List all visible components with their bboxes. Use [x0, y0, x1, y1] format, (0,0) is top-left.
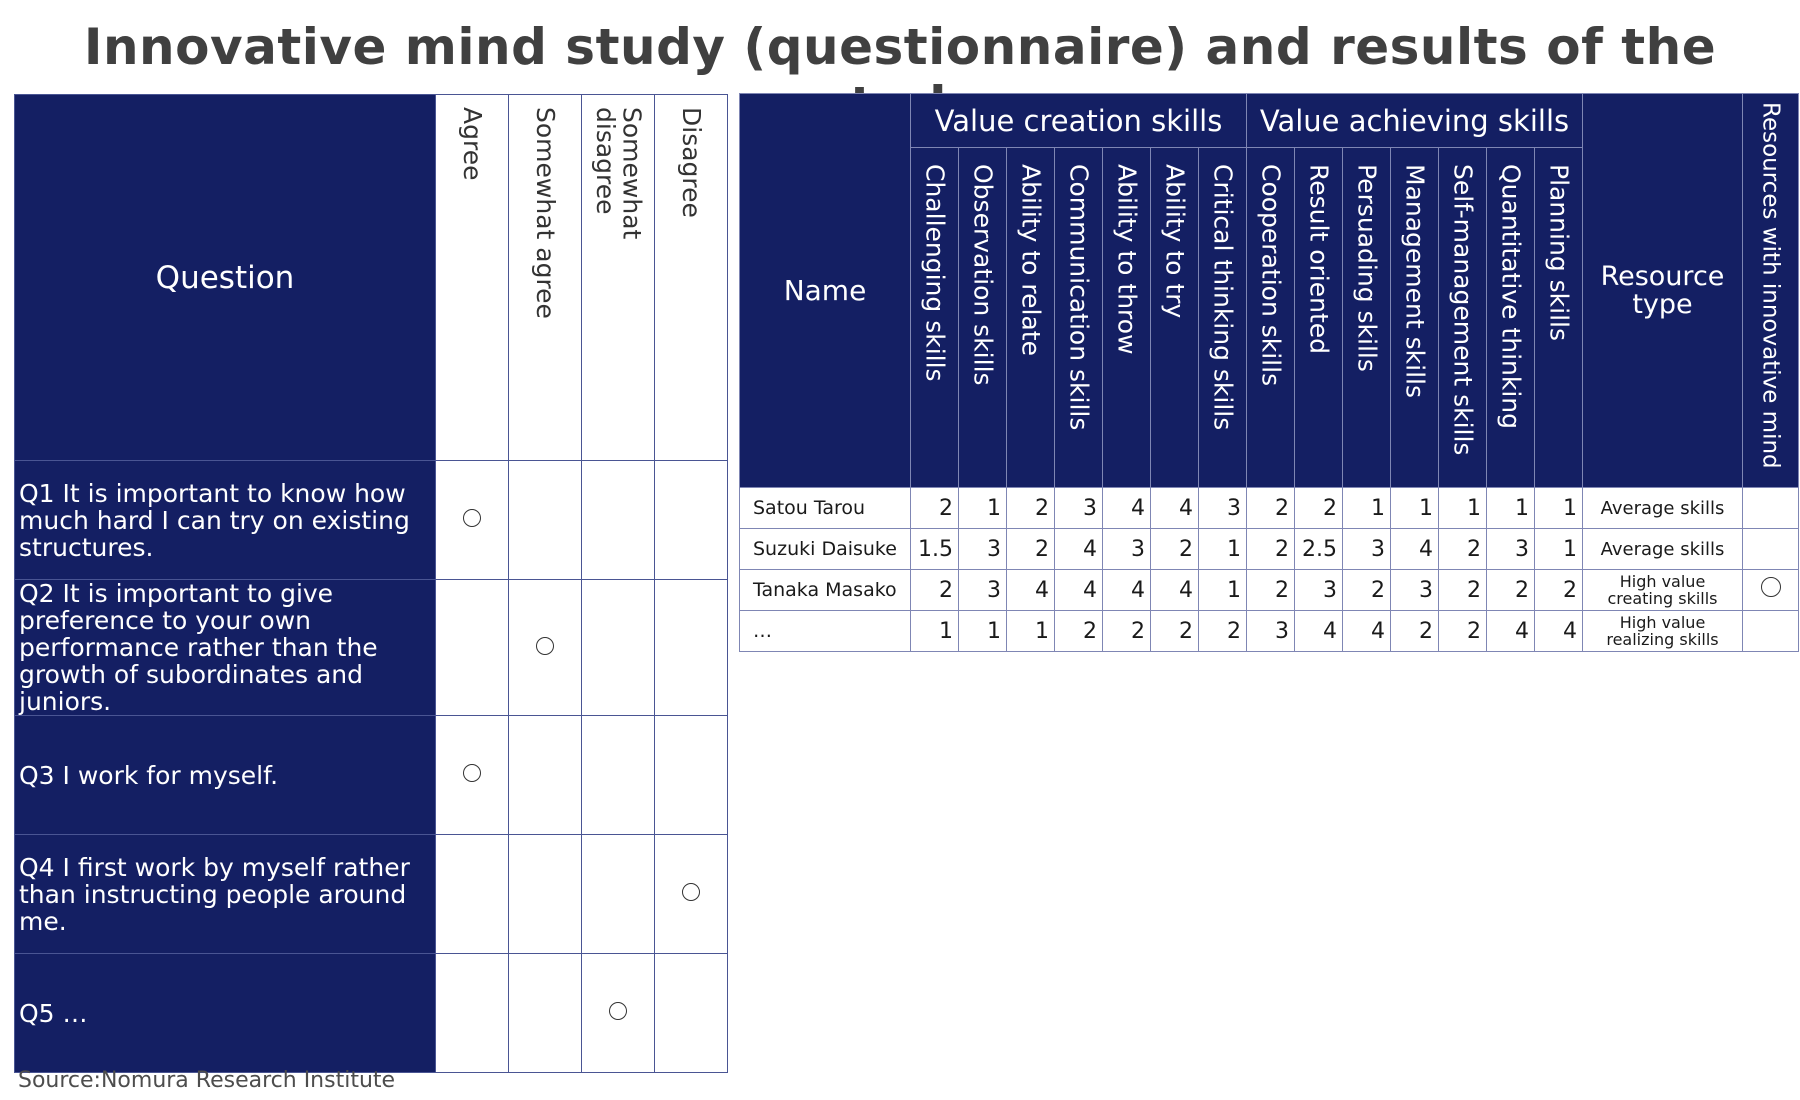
score-cell: 3	[1343, 529, 1391, 570]
resource-type-cell: High value realizing skills	[1583, 611, 1743, 652]
resource-type-header: Resource type	[1583, 94, 1743, 488]
skill-label: Result oriented	[1304, 164, 1334, 354]
score-cell: 2	[1391, 611, 1439, 652]
question-row	[15, 716, 728, 835]
answer-cell	[436, 461, 509, 580]
score-cell: 2	[1247, 529, 1295, 570]
score-cell: 2.5	[1295, 529, 1343, 570]
skill-header	[959, 148, 1007, 488]
score-cell: 4	[1535, 611, 1583, 652]
score-cell: 3	[959, 529, 1007, 570]
answer-cell	[582, 716, 655, 835]
score-cell: 1	[1391, 488, 1439, 529]
option-header	[509, 95, 582, 461]
score-cell: 2	[1439, 611, 1487, 652]
question-text: Q5 …	[15, 954, 436, 1073]
score-cell: 2	[1343, 570, 1391, 611]
resource-type-cell: Average skills	[1583, 488, 1743, 529]
score-cell: 4	[1151, 570, 1199, 611]
skill-label: Quantitative thinking	[1496, 164, 1526, 430]
innovative-mind-cell	[1743, 529, 1799, 570]
skill-label: Ability to relate	[1016, 164, 1046, 356]
score-cell: 1	[1343, 488, 1391, 529]
answer-cell	[436, 835, 509, 954]
answer-cell	[509, 580, 582, 716]
score-cell: 2	[1439, 529, 1487, 570]
score-cell: 4	[1055, 529, 1103, 570]
innovative-mind-cell	[1743, 570, 1799, 611]
skill-header	[1391, 148, 1439, 488]
score-cell: 3	[1487, 529, 1535, 570]
skill-label: Observation skills	[968, 164, 998, 386]
score-cell: 4	[1103, 488, 1151, 529]
answer-cell	[582, 954, 655, 1073]
question-text: Q1 It is important to know how much hard I can try on existing structures.	[15, 461, 436, 580]
answer-cell	[655, 461, 728, 580]
score-cell: 4	[1151, 488, 1199, 529]
option-label: Somewhat disagree	[591, 107, 647, 240]
score-cell: 1	[959, 611, 1007, 652]
option-header	[582, 95, 655, 461]
name-header: Name	[740, 94, 911, 488]
innovative-mind-header: Resources with innovative mind	[1743, 94, 1799, 488]
score-cell: 2	[1199, 611, 1247, 652]
option-label: Somewhat agree	[531, 107, 561, 319]
score-cell: 2	[1151, 529, 1199, 570]
score-cell: 4	[1295, 611, 1343, 652]
score-cell: 4	[1487, 611, 1535, 652]
skill-header	[1007, 148, 1055, 488]
skill-label: Planning skills	[1544, 164, 1574, 342]
score-cell: 2	[1151, 611, 1199, 652]
skill-label: Cooperation skills	[1256, 164, 1286, 387]
answer-cell	[655, 954, 728, 1073]
value-achieving-header: Value achieving skills	[1247, 94, 1583, 148]
option-label: Agree	[458, 107, 488, 181]
score-cell: 1	[959, 488, 1007, 529]
option-label: Disagree	[677, 107, 707, 218]
score-cell: 2	[1247, 570, 1295, 611]
skill-label: Ability to try	[1160, 164, 1190, 319]
score-cell: 1	[1535, 529, 1583, 570]
answer-cell	[436, 716, 509, 835]
score-cell: 3	[1055, 488, 1103, 529]
score-cell: 2	[1487, 570, 1535, 611]
skill-header	[1247, 148, 1295, 488]
score-cell: 1	[1199, 529, 1247, 570]
answer-cell	[436, 954, 509, 1073]
question-text: Q2 It is important to give preference to your own performance rather than the growth of subordinates and juniors.	[15, 580, 436, 716]
question-text: Q4 I first work by myself rather than instructing people around me.	[15, 835, 436, 954]
answer-circle-icon	[682, 883, 700, 901]
score-cell: 2	[1295, 488, 1343, 529]
answer-cell	[582, 580, 655, 716]
score-cell: 2	[1439, 570, 1487, 611]
score-cell: 1	[911, 611, 959, 652]
score-cell: 1.5	[911, 529, 959, 570]
answer-cell	[582, 461, 655, 580]
table-row	[740, 488, 1799, 529]
score-cell: 3	[1247, 611, 1295, 652]
option-header	[655, 95, 728, 461]
score-cell: 4	[1103, 570, 1151, 611]
question-row	[15, 954, 728, 1073]
question-row	[15, 461, 728, 580]
table-row	[740, 529, 1799, 570]
score-cell: 2	[1007, 529, 1055, 570]
skill-header	[1055, 148, 1103, 488]
answer-cell	[436, 580, 509, 716]
answer-cell	[655, 835, 728, 954]
score-cell: 2	[1103, 611, 1151, 652]
answer-cell	[509, 461, 582, 580]
innovative-mind-cell	[1743, 611, 1799, 652]
score-cell: 3	[1391, 570, 1439, 611]
person-name: Suzuki Daisuke	[740, 529, 911, 570]
person-name: …	[740, 611, 911, 652]
page-title: Innovative mind study (questionnaire) and results of the	[83, 18, 1717, 76]
resource-type-cell: Average skills	[1583, 529, 1743, 570]
answer-circle-icon	[463, 764, 481, 782]
answer-cell	[582, 835, 655, 954]
person-name: Tanaka Masako	[740, 570, 911, 611]
skill-label: Communication skills	[1064, 164, 1094, 431]
skill-header	[1295, 148, 1343, 488]
answer-circle-icon	[536, 637, 554, 655]
question-row	[15, 835, 728, 954]
score-cell: 3	[1103, 529, 1151, 570]
score-cell: 4	[1007, 570, 1055, 611]
score-cell: 1	[1007, 611, 1055, 652]
skill-label: Management skills	[1400, 164, 1430, 398]
skill-header	[1487, 148, 1535, 488]
skill-header	[1343, 148, 1391, 488]
score-cell: 1	[1535, 488, 1583, 529]
skill-header	[1535, 148, 1583, 488]
table-row	[740, 570, 1799, 611]
answer-cell	[655, 580, 728, 716]
skill-label: Self-management skills	[1448, 164, 1478, 456]
score-cell: 2	[1055, 611, 1103, 652]
results-table	[739, 93, 1799, 652]
score-cell: 2	[1007, 488, 1055, 529]
score-cell: 3	[1295, 570, 1343, 611]
question-text: Q3 I work for myself.	[15, 716, 436, 835]
question-row	[15, 580, 728, 716]
skill-header	[911, 148, 959, 488]
score-cell: 3	[1199, 488, 1247, 529]
score-cell: 1	[1487, 488, 1535, 529]
skill-label: Critical thinking skills	[1208, 164, 1238, 431]
skill-label: Ability to throw	[1112, 164, 1142, 355]
question-header: Question	[15, 95, 436, 461]
innovative-mind-cell	[1743, 488, 1799, 529]
score-cell: 2	[1247, 488, 1295, 529]
answer-cell	[655, 716, 728, 835]
skill-header	[1103, 148, 1151, 488]
questionnaire-table	[14, 94, 728, 1073]
answer-circle-icon	[463, 509, 481, 527]
answer-cell	[509, 835, 582, 954]
score-cell: 4	[1055, 570, 1103, 611]
innovative-circle-icon	[1761, 577, 1781, 597]
score-cell: 2	[1535, 570, 1583, 611]
score-cell: 3	[959, 570, 1007, 611]
resource-type-cell: High value creating skills	[1583, 570, 1743, 611]
answer-cell	[509, 954, 582, 1073]
person-name: Satou Tarou	[740, 488, 911, 529]
score-cell: 1	[1199, 570, 1247, 611]
score-cell: 4	[1391, 529, 1439, 570]
table-row	[740, 611, 1799, 652]
source-note: Source:Nomura Research Institute	[18, 1068, 396, 1093]
skill-header	[1151, 148, 1199, 488]
score-cell: 2	[911, 570, 959, 611]
answer-cell	[509, 716, 582, 835]
skill-label: Challenging skills	[920, 164, 950, 382]
score-cell: 4	[1343, 611, 1391, 652]
skill-header	[1199, 148, 1247, 488]
skill-header	[1439, 148, 1487, 488]
skill-label: Persuading skills	[1352, 164, 1382, 372]
score-cell: 2	[911, 488, 959, 529]
score-cell: 1	[1439, 488, 1487, 529]
value-creation-header: Value creation skills	[911, 94, 1247, 148]
answer-circle-icon	[609, 1002, 627, 1020]
option-header	[436, 95, 509, 461]
